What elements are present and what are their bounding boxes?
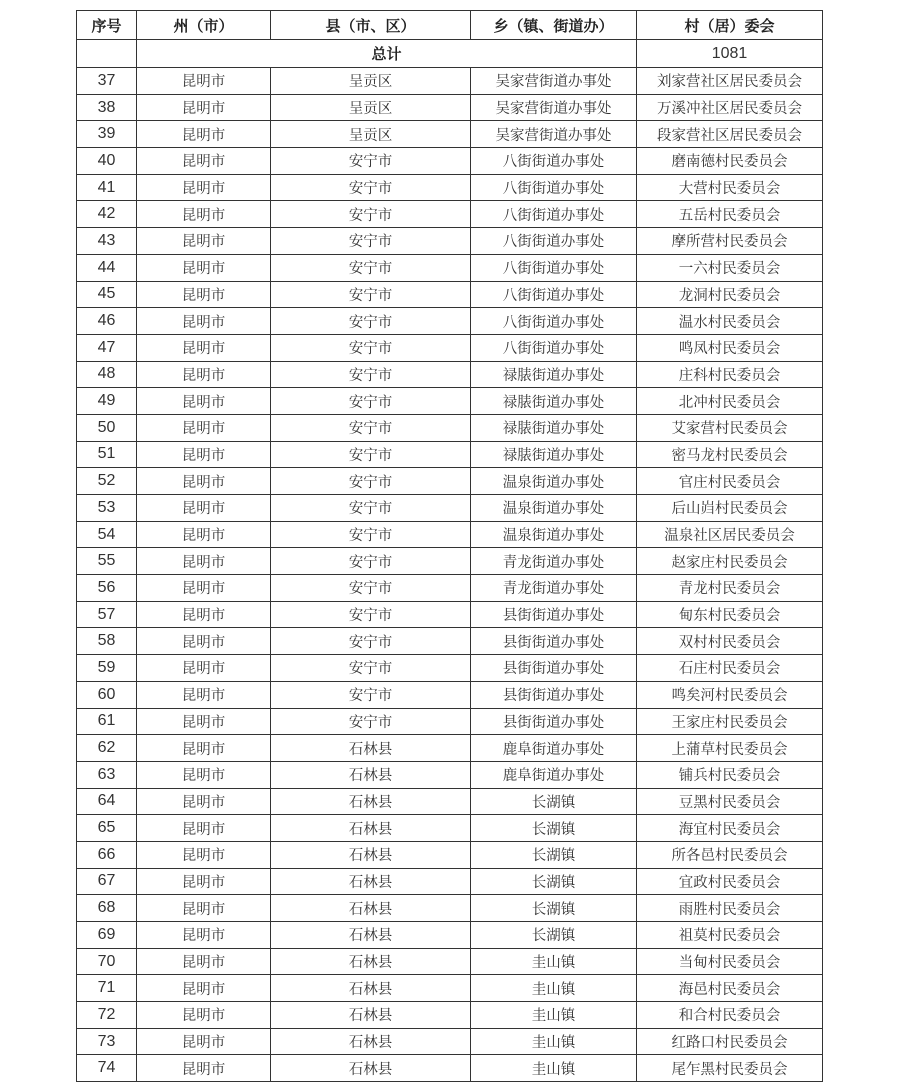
row-index: 38 [77, 94, 137, 121]
row-index: 53 [77, 495, 137, 522]
row-county: 安宁市 [271, 708, 471, 735]
row-committee: 五岳村民委员会 [637, 201, 823, 228]
row-county: 石林县 [271, 735, 471, 762]
table-row [77, 468, 823, 495]
row-county: 石林县 [271, 1028, 471, 1055]
row-prefecture: 昆明市 [137, 708, 271, 735]
row-index: 64 [77, 788, 137, 815]
table-row [77, 681, 823, 708]
row-committee: 大营村民委员会 [637, 174, 823, 201]
table-row [77, 1002, 823, 1029]
row-committee: 鸣凤村民委员会 [637, 334, 823, 361]
table-row [77, 601, 823, 628]
row-township: 长湖镇 [471, 895, 637, 922]
row-township: 八街街道办事处 [471, 148, 637, 175]
row-committee: 后山岿村民委员会 [637, 495, 823, 522]
row-committee: 北冲村民委员会 [637, 388, 823, 415]
table-row [77, 1055, 823, 1082]
row-county: 石林县 [271, 1002, 471, 1029]
row-township: 温泉街道办事处 [471, 495, 637, 522]
row-prefecture: 昆明市 [137, 361, 271, 388]
row-county: 安宁市 [271, 468, 471, 495]
row-index: 43 [77, 228, 137, 255]
row-committee: 祖莫村民委员会 [637, 922, 823, 949]
row-county: 安宁市 [271, 655, 471, 682]
row-county: 石林县 [271, 788, 471, 815]
table-row [77, 94, 823, 121]
row-county: 安宁市 [271, 228, 471, 255]
row-county: 安宁市 [271, 281, 471, 308]
row-index: 52 [77, 468, 137, 495]
row-committee: 龙洞村民委员会 [637, 281, 823, 308]
row-committee: 万溪冲社区居民委员会 [637, 94, 823, 121]
row-index: 37 [77, 68, 137, 95]
row-prefecture: 昆明市 [137, 94, 271, 121]
row-prefecture: 昆明市 [137, 1028, 271, 1055]
table-row [77, 815, 823, 842]
row-county: 安宁市 [271, 254, 471, 281]
row-committee: 甸东村民委员会 [637, 601, 823, 628]
table-row [77, 948, 823, 975]
row-county: 石林县 [271, 868, 471, 895]
row-township: 八街街道办事处 [471, 254, 637, 281]
row-township: 禄脿街道办事处 [471, 388, 637, 415]
row-index: 70 [77, 948, 137, 975]
table-row [77, 628, 823, 655]
row-county: 石林县 [271, 895, 471, 922]
row-prefecture: 昆明市 [137, 975, 271, 1002]
table-row [77, 841, 823, 868]
total-label: 总计 [137, 40, 637, 68]
row-committee: 红路口村民委员会 [637, 1028, 823, 1055]
row-county: 安宁市 [271, 201, 471, 228]
table-row [77, 521, 823, 548]
row-county: 安宁市 [271, 495, 471, 522]
row-prefecture: 昆明市 [137, 121, 271, 148]
row-index: 45 [77, 281, 137, 308]
row-prefecture: 昆明市 [137, 441, 271, 468]
total-value: 1081 [637, 40, 823, 68]
row-index: 61 [77, 708, 137, 735]
row-county: 安宁市 [271, 148, 471, 175]
row-township: 八街街道办事处 [471, 308, 637, 335]
row-county: 安宁市 [271, 334, 471, 361]
row-prefecture: 昆明市 [137, 495, 271, 522]
table-row [77, 174, 823, 201]
table-row [77, 254, 823, 281]
row-prefecture: 昆明市 [137, 414, 271, 441]
row-prefecture: 昆明市 [137, 281, 271, 308]
table-row [77, 308, 823, 335]
row-committee: 段家营社区居民委员会 [637, 121, 823, 148]
row-prefecture: 昆明市 [137, 948, 271, 975]
row-township: 鹿阜街道办事处 [471, 761, 637, 788]
row-county: 石林县 [271, 948, 471, 975]
row-township: 吴家营街道办事处 [471, 68, 637, 95]
row-prefecture: 昆明市 [137, 761, 271, 788]
row-committee: 上蒲草村民委员会 [637, 735, 823, 762]
row-prefecture: 昆明市 [137, 895, 271, 922]
row-index: 47 [77, 334, 137, 361]
row-prefecture: 昆明市 [137, 788, 271, 815]
table-row [77, 121, 823, 148]
row-county: 安宁市 [271, 575, 471, 602]
row-index: 66 [77, 841, 137, 868]
row-committee: 所各邑村民委员会 [637, 841, 823, 868]
row-committee: 摩所营村民委员会 [637, 228, 823, 255]
row-committee: 双村村民委员会 [637, 628, 823, 655]
row-prefecture: 昆明市 [137, 841, 271, 868]
row-committee: 尾乍黑村民委员会 [637, 1055, 823, 1082]
table-row [77, 361, 823, 388]
row-committee: 温水村民委员会 [637, 308, 823, 335]
row-township: 长湖镇 [471, 922, 637, 949]
row-county: 石林县 [271, 761, 471, 788]
row-county: 安宁市 [271, 548, 471, 575]
row-prefecture: 昆明市 [137, 655, 271, 682]
row-committee: 铺兵村民委员会 [637, 761, 823, 788]
row-township: 八街街道办事处 [471, 281, 637, 308]
row-index: 58 [77, 628, 137, 655]
row-prefecture: 昆明市 [137, 308, 271, 335]
table-row [77, 708, 823, 735]
row-county: 安宁市 [271, 441, 471, 468]
row-township: 圭山镇 [471, 1002, 637, 1029]
table-row [77, 148, 823, 175]
row-index: 55 [77, 548, 137, 575]
row-committee: 官庄村民委员会 [637, 468, 823, 495]
row-committee: 庄科村民委员会 [637, 361, 823, 388]
table-row [77, 1028, 823, 1055]
table-row [77, 334, 823, 361]
row-index: 50 [77, 414, 137, 441]
row-county: 石林县 [271, 922, 471, 949]
row-township: 县街街道办事处 [471, 708, 637, 735]
row-county: 安宁市 [271, 361, 471, 388]
row-township: 县街街道办事处 [471, 655, 637, 682]
row-committee: 青龙村民委员会 [637, 575, 823, 602]
row-township: 鹿阜街道办事处 [471, 735, 637, 762]
row-township: 吴家营街道办事处 [471, 121, 637, 148]
row-index: 62 [77, 735, 137, 762]
row-county: 安宁市 [271, 388, 471, 415]
row-prefecture: 昆明市 [137, 68, 271, 95]
row-index: 46 [77, 308, 137, 335]
row-township: 温泉街道办事处 [471, 468, 637, 495]
table-row [77, 414, 823, 441]
row-index: 42 [77, 201, 137, 228]
row-committee: 磨南德村民委员会 [637, 148, 823, 175]
row-township: 县街街道办事处 [471, 601, 637, 628]
row-index: 63 [77, 761, 137, 788]
row-prefecture: 昆明市 [137, 254, 271, 281]
row-committee: 当甸村民委员会 [637, 948, 823, 975]
row-index: 72 [77, 1002, 137, 1029]
row-township: 长湖镇 [471, 788, 637, 815]
row-county: 安宁市 [271, 521, 471, 548]
row-prefecture: 昆明市 [137, 201, 271, 228]
row-index: 69 [77, 922, 137, 949]
row-prefecture: 昆明市 [137, 174, 271, 201]
row-township: 县街街道办事处 [471, 681, 637, 708]
row-committee: 王家庄村民委员会 [637, 708, 823, 735]
row-committee: 温泉社区居民委员会 [637, 521, 823, 548]
row-index: 60 [77, 681, 137, 708]
table-row [77, 228, 823, 255]
row-township: 圭山镇 [471, 1055, 637, 1082]
row-prefecture: 昆明市 [137, 681, 271, 708]
table-row [77, 788, 823, 815]
row-committee: 宜政村民委员会 [637, 868, 823, 895]
row-county: 呈贡区 [271, 94, 471, 121]
row-index: 74 [77, 1055, 137, 1082]
row-township: 禄脿街道办事处 [471, 441, 637, 468]
row-prefecture: 昆明市 [137, 521, 271, 548]
row-index: 68 [77, 895, 137, 922]
table-header-row [77, 11, 823, 40]
row-committee: 豆黑村民委员会 [637, 788, 823, 815]
row-prefecture: 昆明市 [137, 388, 271, 415]
row-prefecture: 昆明市 [137, 468, 271, 495]
row-committee: 海宜村民委员会 [637, 815, 823, 842]
row-township: 圭山镇 [471, 948, 637, 975]
total-blank-cell [77, 40, 137, 68]
row-prefecture: 昆明市 [137, 815, 271, 842]
row-township: 禄脿街道办事处 [471, 361, 637, 388]
row-committee: 鸣矣河村民委员会 [637, 681, 823, 708]
header-township: 乡（镇、街道办） [471, 11, 637, 40]
row-prefecture: 昆明市 [137, 922, 271, 949]
row-township: 吴家营街道办事处 [471, 94, 637, 121]
row-index: 40 [77, 148, 137, 175]
row-county: 安宁市 [271, 628, 471, 655]
row-township: 长湖镇 [471, 841, 637, 868]
row-index: 48 [77, 361, 137, 388]
row-county: 石林县 [271, 815, 471, 842]
header-index: 序号 [77, 11, 137, 40]
row-index: 54 [77, 521, 137, 548]
table-row [77, 975, 823, 1002]
village-committee-table [76, 10, 823, 1082]
table-row [77, 922, 823, 949]
row-township: 县街街道办事处 [471, 628, 637, 655]
row-index: 56 [77, 575, 137, 602]
table-row [77, 388, 823, 415]
row-prefecture: 昆明市 [137, 575, 271, 602]
row-index: 44 [77, 254, 137, 281]
row-index: 57 [77, 601, 137, 628]
row-committee: 和合村民委员会 [637, 1002, 823, 1029]
row-county: 安宁市 [271, 174, 471, 201]
row-county: 安宁市 [271, 308, 471, 335]
table-row [77, 868, 823, 895]
row-township: 八街街道办事处 [471, 228, 637, 255]
row-county: 安宁市 [271, 601, 471, 628]
header-committee: 村（居）委会 [637, 11, 823, 40]
row-township: 青龙街道办事处 [471, 548, 637, 575]
row-prefecture: 昆明市 [137, 1002, 271, 1029]
row-index: 71 [77, 975, 137, 1002]
row-county: 石林县 [271, 1055, 471, 1082]
row-index: 39 [77, 121, 137, 148]
table-row [77, 201, 823, 228]
row-county: 石林县 [271, 841, 471, 868]
row-prefecture: 昆明市 [137, 228, 271, 255]
row-index: 73 [77, 1028, 137, 1055]
table-row [77, 761, 823, 788]
row-prefecture: 昆明市 [137, 334, 271, 361]
row-committee: 雨胜村民委员会 [637, 895, 823, 922]
row-county: 安宁市 [271, 681, 471, 708]
row-prefecture: 昆明市 [137, 1055, 271, 1082]
row-committee: 一六村民委员会 [637, 254, 823, 281]
row-prefecture: 昆明市 [137, 735, 271, 762]
row-prefecture: 昆明市 [137, 868, 271, 895]
table-row [77, 735, 823, 762]
row-township: 八街街道办事处 [471, 201, 637, 228]
row-township: 长湖镇 [471, 868, 637, 895]
row-committee: 艾家营村民委员会 [637, 414, 823, 441]
row-index: 67 [77, 868, 137, 895]
table-row [77, 655, 823, 682]
row-prefecture: 昆明市 [137, 548, 271, 575]
row-township: 八街街道办事处 [471, 174, 637, 201]
row-committee: 密马龙村民委员会 [637, 441, 823, 468]
table-row [77, 895, 823, 922]
header-prefecture: 州（市） [137, 11, 271, 40]
row-county: 呈贡区 [271, 121, 471, 148]
row-committee: 刘家营社区居民委员会 [637, 68, 823, 95]
table-row [77, 68, 823, 95]
row-township: 长湖镇 [471, 815, 637, 842]
row-index: 51 [77, 441, 137, 468]
row-township: 禄脿街道办事处 [471, 414, 637, 441]
row-index: 65 [77, 815, 137, 842]
table-row [77, 281, 823, 308]
row-township: 温泉街道办事处 [471, 521, 637, 548]
row-prefecture: 昆明市 [137, 628, 271, 655]
row-index: 41 [77, 174, 137, 201]
row-index: 59 [77, 655, 137, 682]
total-row [77, 40, 823, 68]
row-township: 八街街道办事处 [471, 334, 637, 361]
row-township: 青龙街道办事处 [471, 575, 637, 602]
row-committee: 赵家庄村民委员会 [637, 548, 823, 575]
row-township: 圭山镇 [471, 975, 637, 1002]
row-committee: 海邑村民委员会 [637, 975, 823, 1002]
row-township: 圭山镇 [471, 1028, 637, 1055]
row-prefecture: 昆明市 [137, 148, 271, 175]
header-county: 县（市、区） [271, 11, 471, 40]
table-row [77, 441, 823, 468]
table-row [77, 495, 823, 522]
table-row [77, 548, 823, 575]
row-prefecture: 昆明市 [137, 601, 271, 628]
row-committee: 石庄村民委员会 [637, 655, 823, 682]
row-county: 石林县 [271, 975, 471, 1002]
row-index: 49 [77, 388, 137, 415]
row-county: 安宁市 [271, 414, 471, 441]
row-county: 呈贡区 [271, 68, 471, 95]
table-row [77, 575, 823, 602]
